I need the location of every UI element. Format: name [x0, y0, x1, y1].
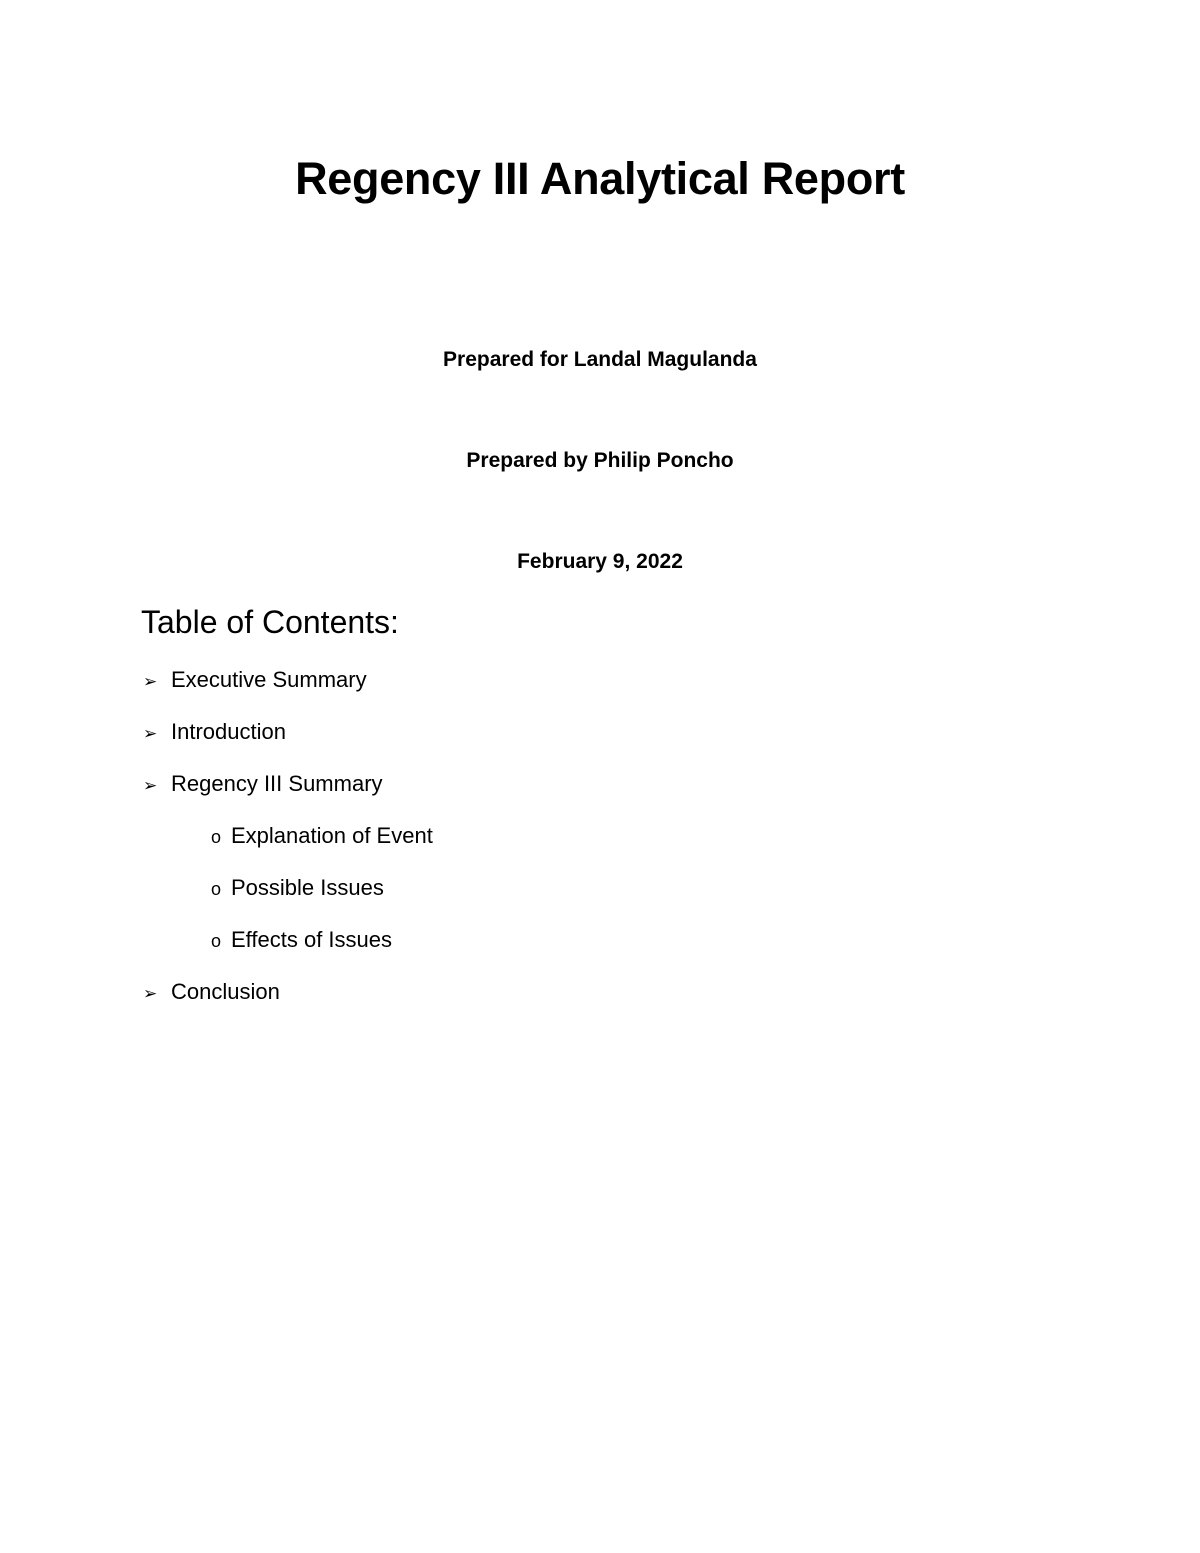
toc-subitem	[211, 925, 392, 956]
report-title: Regency III Analytical Report	[295, 153, 905, 204]
toc-subitem	[211, 873, 384, 904]
toc-heading: Table of Contents:	[141, 604, 399, 640]
toc-item-label: Conclusion	[171, 979, 280, 1004]
report-date: February 9, 2022	[517, 550, 683, 573]
circle-bullet-icon: o	[211, 931, 222, 951]
prepared-for-line: Prepared for Landal Magulanda	[443, 348, 757, 371]
circle-bullet-icon: o	[211, 827, 222, 847]
toc-item-label: Regency III Summary	[171, 771, 383, 796]
toc-item-label: Introduction	[171, 719, 286, 744]
arrow-bullet-icon: ➢	[143, 776, 158, 795]
arrow-bullet-icon: ➢	[143, 672, 158, 691]
toc-item	[143, 769, 383, 801]
toc-item	[143, 665, 367, 697]
toc-item	[143, 977, 280, 1009]
prepared-by-line: Prepared by Philip Poncho	[466, 449, 734, 472]
toc-item-label: Possible Issues	[231, 875, 384, 900]
toc-item-label: Executive Summary	[171, 667, 367, 692]
toc-item-label: Explanation of Event	[231, 823, 433, 848]
toc-item-label: Effects of Issues	[231, 927, 393, 952]
arrow-bullet-icon: ➢	[143, 724, 158, 743]
arrow-bullet-icon: ➢	[143, 984, 158, 1003]
toc-subitem	[211, 821, 433, 852]
circle-bullet-icon: o	[211, 879, 222, 899]
toc-item	[143, 717, 286, 749]
